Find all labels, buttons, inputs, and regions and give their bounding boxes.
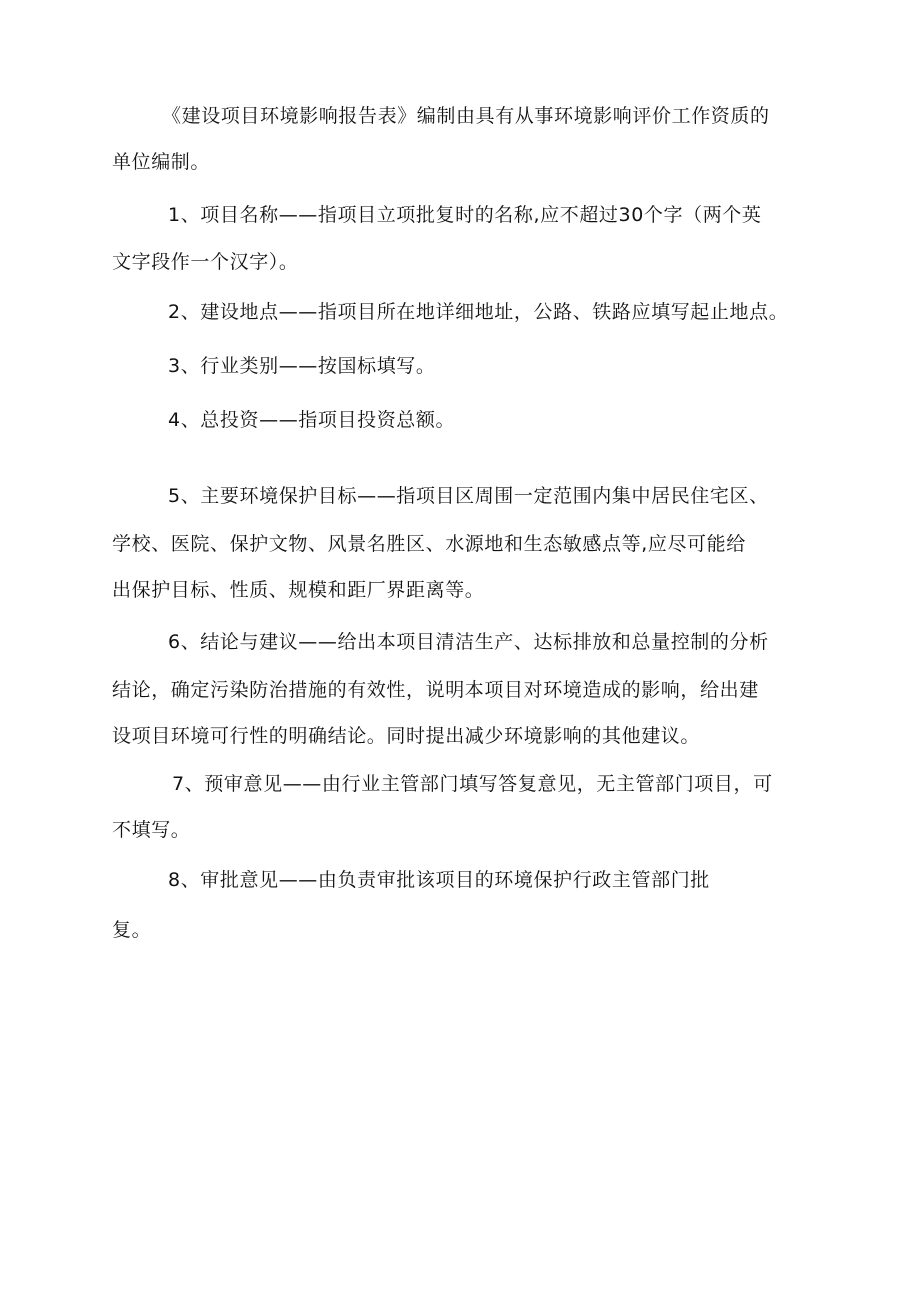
item-1-line-2: 文字段作一个汉字）。 — [112, 251, 299, 273]
item-5-line-2: 学校、医院、保护文物、风景名胜区、水源地和生态敏感点等,应尽可能给 — [112, 533, 746, 555]
item-7-line-1: 7、预审意见——由行业主管部门填写答复意见，无主管部门项目，可 — [172, 773, 773, 795]
item-2-line-1: 2、建设地点——指项目所在地详细地址，公路、铁路应填写起止地点。 — [168, 301, 789, 323]
item-6-line-2: 结论，确定污染防治措施的有效性，说明本项目对环境造成的影响，给出建 — [112, 679, 759, 701]
item-6-line-3: 设项目环境可行性的明确结论。同时提出减少环境影响的其他建议。 — [112, 725, 701, 747]
item-5-line-1: 5、主要环境保护目标——指项目区周围一定范围内集中居民住宅区、 — [168, 485, 769, 507]
intro-line-2: 单位编制。 — [112, 151, 211, 173]
item-3-line-1: 3、行业类别——按国标填写。 — [168, 355, 436, 377]
item-1-line-1: 1、项目名称——指项目立项批复时的名称,应不超过30个字（两个英 — [168, 204, 762, 226]
item-5-line-3: 出保护目标、性质、规模和距厂界距离等。 — [112, 579, 485, 601]
item-8-line-2: 复。 — [112, 919, 152, 941]
item-8-line-1: 8、审批意见——由负责审批该项目的环境保护行政主管部门批 — [168, 869, 710, 891]
item-7-line-2: 不填写。 — [112, 819, 191, 841]
intro-line-1: 《建设项目环境影响报告表》编制由具有从事环境影响评价工作资质的 — [162, 105, 770, 127]
item-6-line-1: 6、结论与建议——给出本项目清洁生产、达标排放和总量控制的分析 — [168, 631, 769, 653]
item-4-line-1: 4、总投资——指项目投资总额。 — [168, 409, 456, 431]
